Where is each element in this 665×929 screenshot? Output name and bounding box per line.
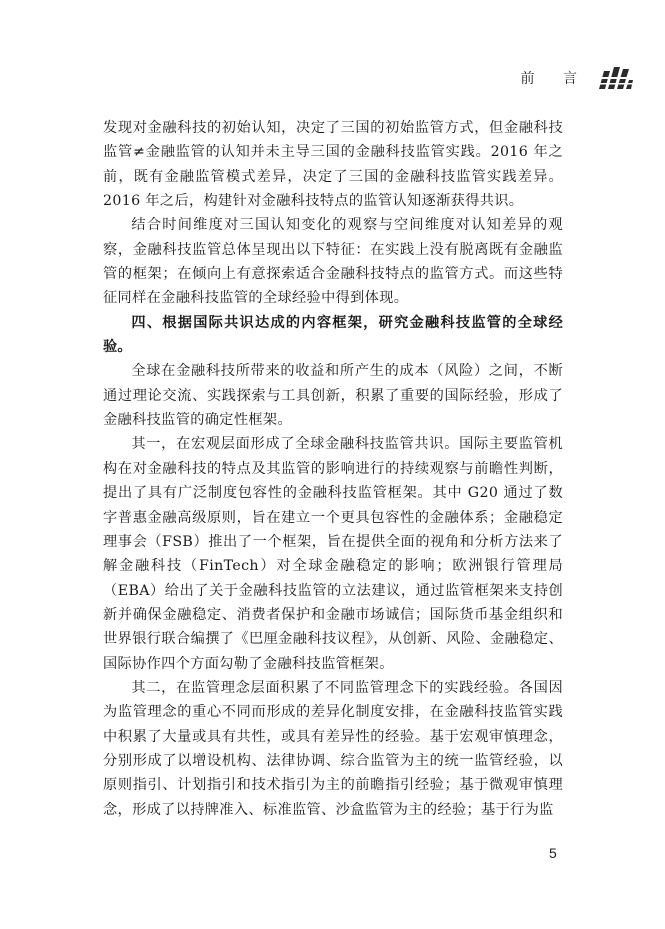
- paragraph: 其二，在监管理念层面积累了不同监管理念下的实践经验。各国因为监管理念的重心不同而形成的差异化制度安排，在金融科技监管实践中积累了大量或具有共性，或具有差异性的经验。基于宏观审慎理念，分别形成了以增设机构、法律协调、综合监管为主的统一监管经验，以原则指引、计划指引和技术指引为主的前瞻指引经验；基于微观审慎理念，形成了以持牌准入、标准监管、沙盒监管为主的经验；基于行为监: [103, 679, 563, 818]
- body-text: [103, 116, 563, 822]
- paragraph-continued: 发现对金融科技的初始认知，决定了三国的初始监管方式，但金融科技监管≠金融监管的认知并未主导三国的金融科技监管实践。2016 年之前，既有金融监管模式差异，决定了三国的金融科技监管实践差异。2016 年之后，构建针对金融科技特点的监管认知逐渐获得共识。: [103, 120, 563, 210]
- section-heading: 四、根据国际共识达成的内容框架，研究金融科技监管的全球经验。: [103, 314, 563, 356]
- header-decoration-icon: [597, 66, 633, 90]
- running-header-title: 前 言: [520, 71, 589, 87]
- paragraph: 结合时间维度对三国认知变化的观察与空间维度对认知差异的观察，金融科技监管总体呈现出以下特征：在实践上没有脱离既有金融监管的框架；在倾向上有意探索适合金融科技特点的监管方式。而这些特征同样在金融科技监管的全球经验中得到体现。: [103, 217, 563, 307]
- paragraph: 其一，在宏观层面形成了全球金融科技监管共识。国际主要监管机构在对金融科技的特点及其监管的影响进行的持续观察与前瞻性判断，提出了具有广泛制度包容性的金融科技监管框架。其中 G20 通过了数字普惠金融高级原则，旨在建立一个更具包容性的金融体系；金融稳定理事会（FSB）推出了一个框架，旨在提供全面的视角和分析方法来了解金融科技（FinTech）对全球金融稳定的影响；欧洲银行管理局（EBA）给出了关于金融科技监管的立法建议，通过监管框架来支持创新并确保金融稳定、消费者保护和金融市场诚信；国际货币基金组织和世界银行联合编撰了《巴厘金融科技议程》，从创新、风险、金融稳定、国际协作四个方面勾勒了金融科技监管框架。: [103, 436, 563, 672]
- page-number: 5: [549, 845, 557, 861]
- paragraph: 全球在金融科技所带来的收益和所产生的成本（风险）之间，不断通过理论交流、实践探索与工具创新，积累了重要的国际经验，形成了金融科技监管的确定性框架。: [103, 363, 563, 429]
- running-header: [521, 66, 633, 90]
